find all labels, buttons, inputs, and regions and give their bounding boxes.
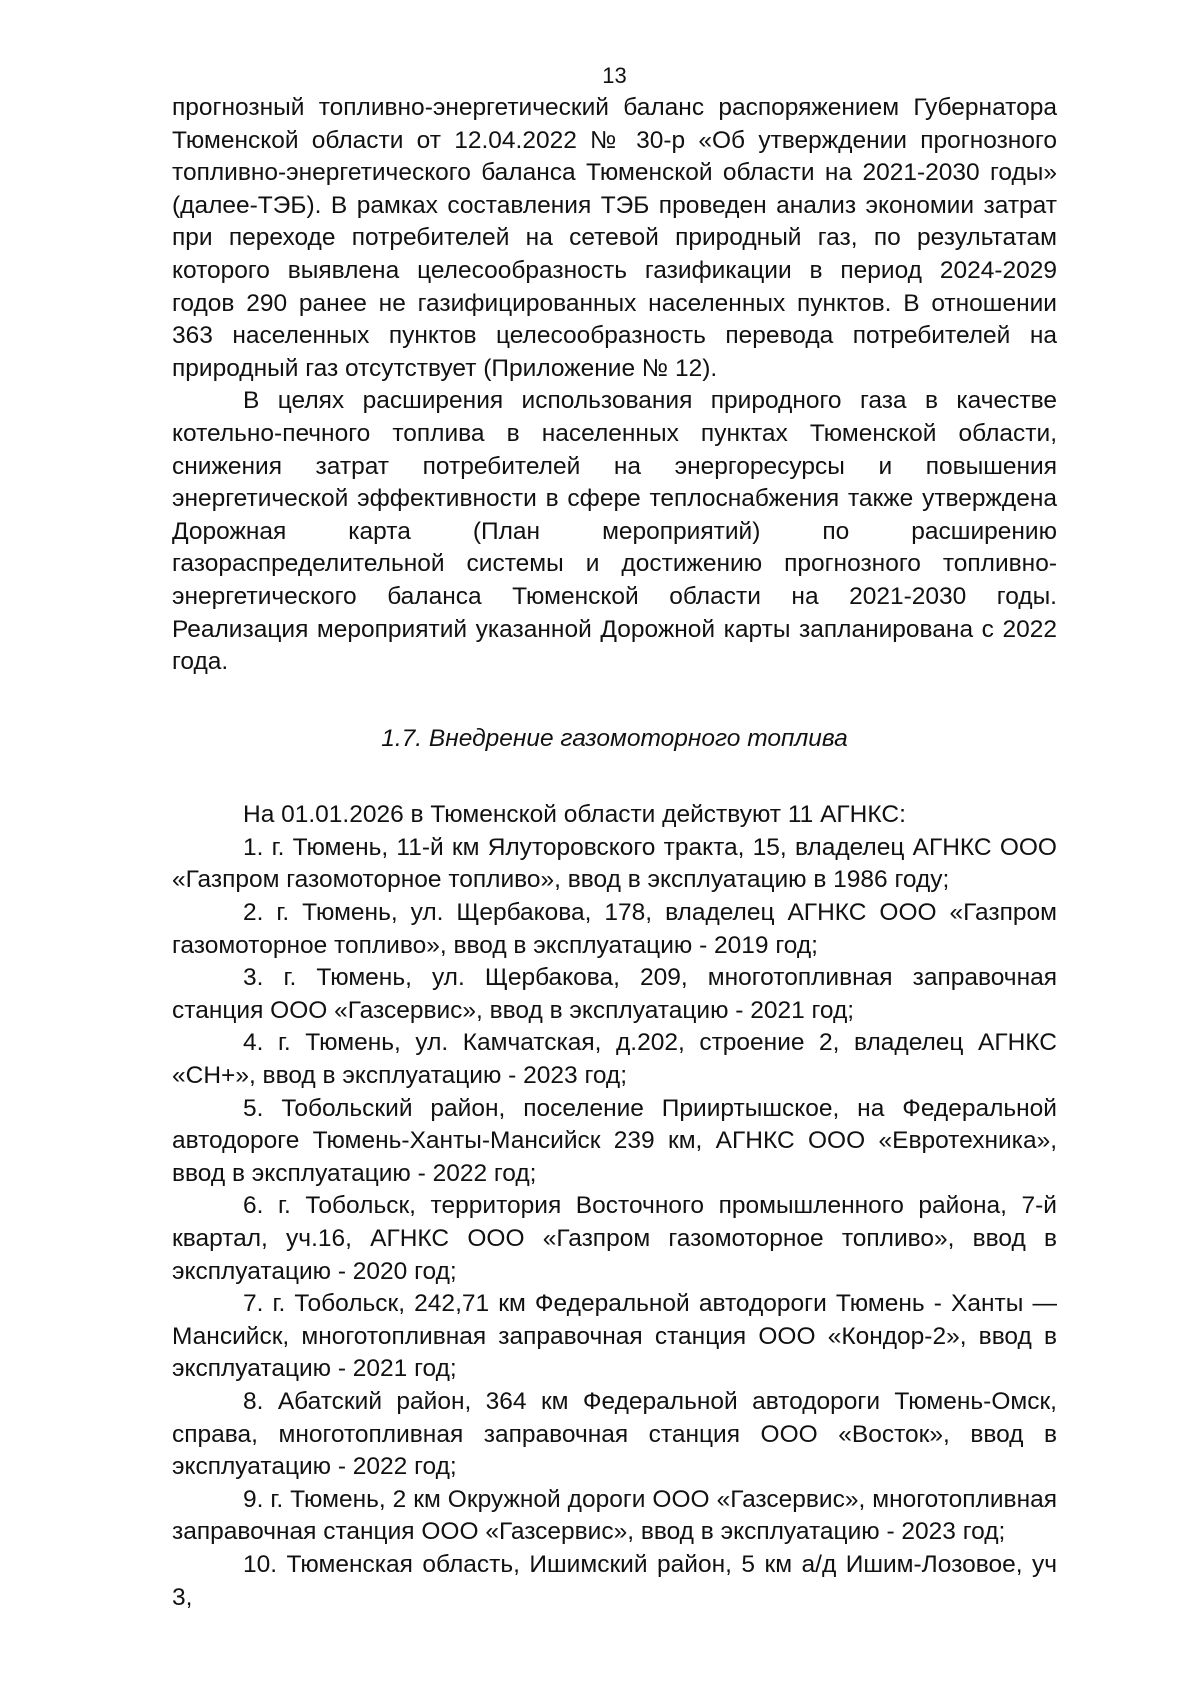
list-item: 4. г. Тюмень, ул. Камчатская, д.202, строение 2, владелец АГНКС «СН+», ввод в эксплуатацию - 2023 год;: [172, 1029, 1057, 1090]
list-item: 9. г. Тюмень, 2 км Окружной дороги ООО «Газсервис», многотопливная заправочная станция ООО «Газсервис», ввод в эксплуатацию - 2023 год;: [172, 1485, 1057, 1546]
list-item: 5. Тобольский район, поселение Прииртышское, на Федеральной автодороге Тюмень-Ханты-Мансийск 239 км, АГНКС ООО «Евротехника», ввод в эксплуатацию - 2022 год;: [172, 1094, 1057, 1187]
section-heading: 1.7. Внедрение газомоторного топлива: [381, 724, 848, 752]
paragraph-roadmap: В целях расширения использования природного газа в качестве котельно-печного топлива в населенных пунктах Тюменской области, снижения затрат потребителей на энергоресурсы и повышения энергетической эффективности в сфере теплоснабжения также утверждена Дорожная карта (План мероприятий) по расширению газораспределительной системы и достижению прогнозного топливно-энергетического баланса Тюменской области на 2021-2030 годы. Реализация мероприятий указанной Дорожной карты запланирована с 2022 года.: [172, 387, 1057, 676]
page-number: 13: [602, 63, 627, 88]
list-item: 8. Абатский район, 364 км Федеральной автодороги Тюмень-Омск, справа, многотопливная заправочная станция ООО «Восток», ввод в эксплуатацию - 2022 год;: [172, 1387, 1057, 1481]
list-item: 1. г. Тюмень, 11-й км Ялуторовского тракта, 15, владелец АГНКС ООО «Газпром газомоторное топливо», ввод в эксплуатацию в 1986 году;: [172, 833, 1057, 894]
paragraph-teb: прогнозный топливно-энергетический баланс распоряжением Губернатора Тюменской области от 12.04.2022 № 30-р «Об утверждении прогнозного топливно-энергетического баланса Тюменской области на 2021-2030 годы» (далее-ТЭБ). В рамках составления ТЭБ проведен анализ экономии затрат при переходе потребителей на сетевой природный газ, по результатам которого выявлена целесообразность газификации в период 2024-2029 годов 290 ранее не газифицированных населенных пунктов. В отношении 363 населенных пунктов целесообразность перевода потребителей на природный газ отсутствует (Приложение № 12).: [172, 94, 1057, 382]
list-item: 3. г. Тюмень, ул. Щербакова, 209, многотопливная заправочная станция ООО «Газсервис», ввод в эксплуатацию - 2021 год;: [172, 964, 1057, 1024]
list-item: 6. г. Тобольск, территория Восточного промышленного района, 7-й квартал, уч.16, АГНКС ООО «Газпром газомоторное топливо», ввод в эксплуатацию - 2020 год;: [172, 1192, 1057, 1285]
list-item: 10. Тюменская область, Ишимский район, 5 км а/д Ишим-Лозовое, уч 3,: [172, 1550, 1057, 1611]
paragraph-intro: На 01.01.2026 в Тюменской области действуют 11 АГНКС:: [243, 801, 906, 829]
list-item: 2. г. Тюмень, ул. Щербакова, 178, владелец АГНКС ООО «Газпром газомоторное топливо», ввод в эксплуатацию - 2019 год;: [172, 899, 1057, 959]
list-item: 7. г. Тобольск, 242,71 км Федеральной автодороги Тюмень - Ханты — Мансийск, многотопливная заправочная станция ООО «Кондор-2», ввод в эксплуатацию - 2021 год;: [172, 1290, 1057, 1383]
